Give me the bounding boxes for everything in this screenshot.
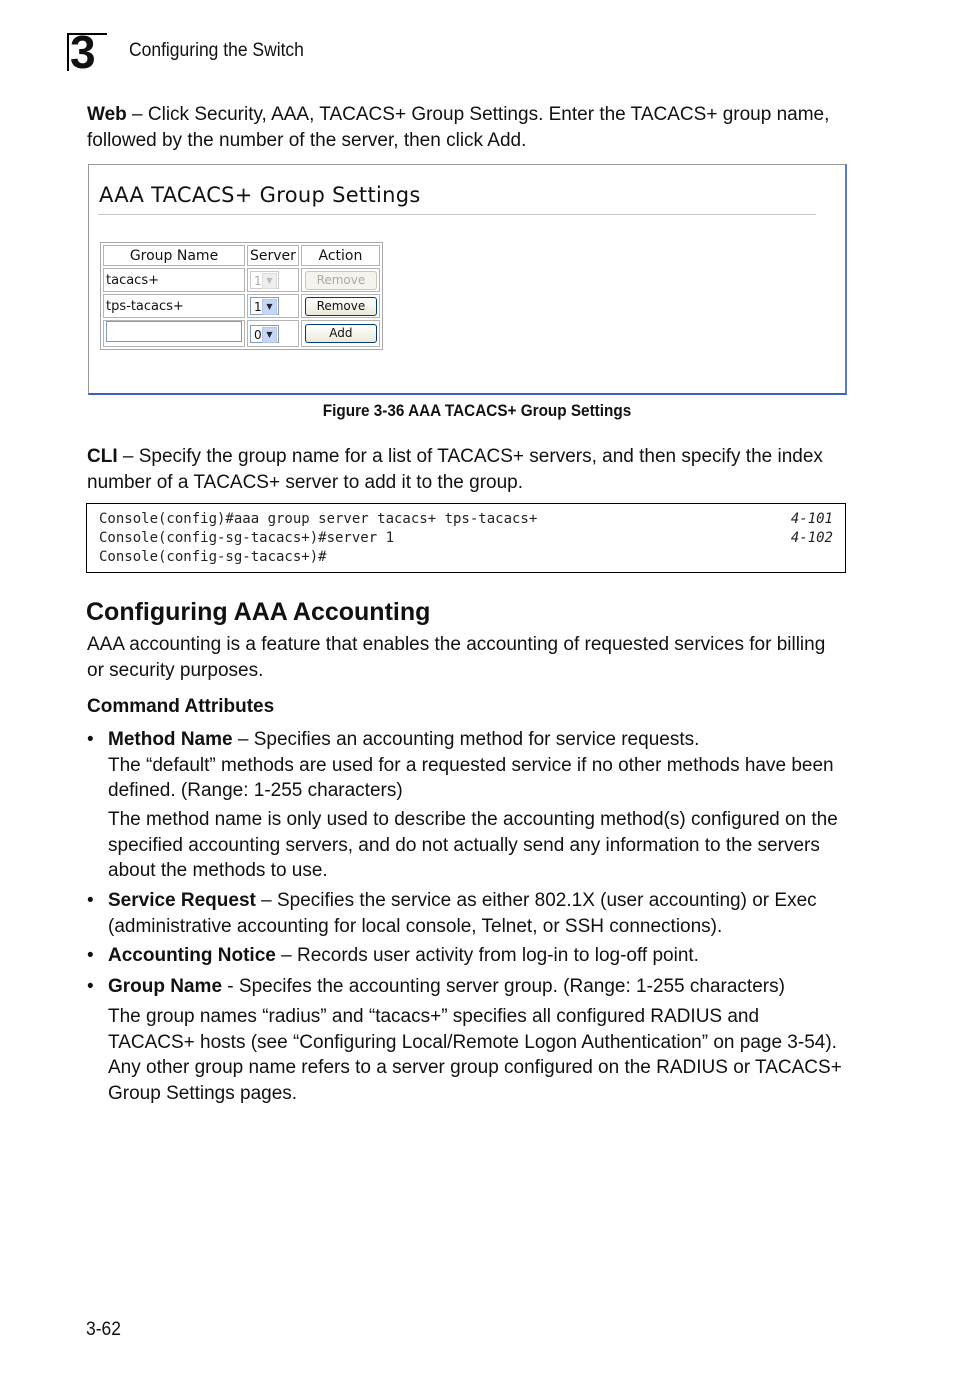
- bullet-term: Accounting Notice: [108, 945, 276, 966]
- bullet-group-name: [108, 974, 854, 1000]
- page-number: 3-62: [86, 1319, 121, 1340]
- bullet-service-request: [108, 888, 848, 939]
- action-cell: [301, 294, 380, 318]
- server-select[interactable]: [250, 297, 279, 315]
- web-instructions: [87, 102, 847, 153]
- bullet-text: – Specifies an accounting method for service requests.: [232, 729, 700, 750]
- bullet-icon: •: [87, 945, 94, 966]
- server-cell: [247, 268, 299, 292]
- panel-title: AAA TACACS+ Group Settings: [99, 183, 421, 207]
- web-text: – Click Security, AAA, TACACS+ Group Settings. Enter the TACACS+ group name, followed by the number of the server, then click Add.: [87, 104, 830, 151]
- column-header-group-name: Group Name: [103, 245, 245, 266]
- table-row-new: [103, 320, 380, 347]
- code-reference: 4-101: [790, 511, 833, 527]
- action-cell: [301, 320, 380, 347]
- add-button[interactable]: Add: [305, 324, 377, 343]
- bullet-term: Service Request: [108, 890, 256, 911]
- section-heading: Configuring AAA Accounting: [86, 598, 431, 626]
- chevron-down-icon: ▼: [262, 299, 277, 315]
- web-label: Web: [87, 104, 127, 125]
- cli-text: – Specify the group name for a list of TACACS+ servers, and then specify the index number of a TACACS+ server to add it to the group.: [87, 446, 823, 493]
- chevron-down-icon: ▼: [262, 273, 277, 289]
- group-name-input[interactable]: [106, 321, 242, 342]
- chapter-title: Configuring the Switch: [129, 40, 304, 61]
- bullet-text: – Specifies the service as either 802.1X (user accounting) or Exec (administrative accounting for local console, Telnet, or SSH connections).: [108, 890, 817, 937]
- bullet-text: - Specifes the accounting server group. (Range: 1-255 characters): [222, 976, 785, 997]
- table-header-row: [103, 245, 380, 266]
- table-row: [103, 268, 380, 292]
- group-name-cell: tps-tacacs+: [103, 294, 245, 318]
- bullet-note: The group names “radius” and “tacacs+” specifies all configured RADIUS and TACACS+ hosts (see “Configuring Local/Remote Logon Authentication” on page 3-54). Any other group name refers to a server group configured on the RADIUS or TACACS+ Group Settings pages.: [108, 1006, 842, 1104]
- column-header-action: Action: [301, 245, 380, 266]
- bullet-text: – Records user activity from log-in to log-off point.: [275, 945, 699, 966]
- cli-instructions: [87, 444, 847, 495]
- bullet-icon: •: [87, 976, 94, 997]
- bullet-extra: The “default” methods are used for a requested service if no other methods have been defined. (Range: 1-255 characters): [108, 754, 834, 801]
- cli-label: CLI: [87, 446, 118, 467]
- server-cell: [247, 320, 299, 347]
- tacacs-group-table: [100, 242, 383, 350]
- table-row: [103, 294, 380, 318]
- action-cell: [301, 268, 380, 292]
- chevron-down-icon: ▼: [262, 327, 277, 343]
- code-line: Console(config)#aaa group server tacacs+ tps-tacacs+: [99, 511, 538, 527]
- remove-button[interactable]: Remove: [305, 297, 377, 316]
- column-header-server: Server: [247, 245, 299, 266]
- command-attributes-heading: Command Attributes: [87, 696, 275, 717]
- bullet-icon: •: [87, 729, 94, 750]
- remove-button[interactable]: Remove: [305, 271, 377, 290]
- panel-divider: [98, 214, 816, 215]
- server-select-value: 1: [254, 274, 262, 288]
- group-name-cell: tacacs+: [103, 268, 245, 292]
- group-name-cell: [103, 320, 245, 347]
- bullet-accounting-notice: [108, 943, 848, 969]
- bullet-note: The method name is only used to describe the accounting method(s) configured on the specified accounting servers, and do not actually send any information to the servers about the methods to use.: [108, 809, 838, 881]
- bullet-term: Group Name: [108, 976, 223, 997]
- server-select[interactable]: [250, 325, 279, 343]
- code-line: Console(config-sg-tacacs+)#: [99, 549, 327, 565]
- server-select-value: 1: [254, 300, 262, 314]
- server-select-value: 0: [254, 327, 262, 342]
- code-line: Console(config-sg-tacacs+)#server 1: [99, 530, 395, 546]
- code-reference: 4-102: [790, 530, 833, 546]
- bullet-method-name: [108, 727, 848, 804]
- server-select[interactable]: [250, 271, 279, 289]
- section-intro: AAA accounting is a feature that enables the accounting of requested services for billing or security purposes.: [87, 634, 826, 681]
- cli-code-block: [86, 503, 846, 573]
- bullet-term: Method Name: [108, 729, 233, 750]
- chapter-number: 3: [70, 26, 96, 78]
- figure-caption: Figure 3-36 AAA TACACS+ Group Settings: [322, 401, 632, 420]
- bullet-icon: •: [87, 890, 94, 911]
- server-cell: [247, 294, 299, 318]
